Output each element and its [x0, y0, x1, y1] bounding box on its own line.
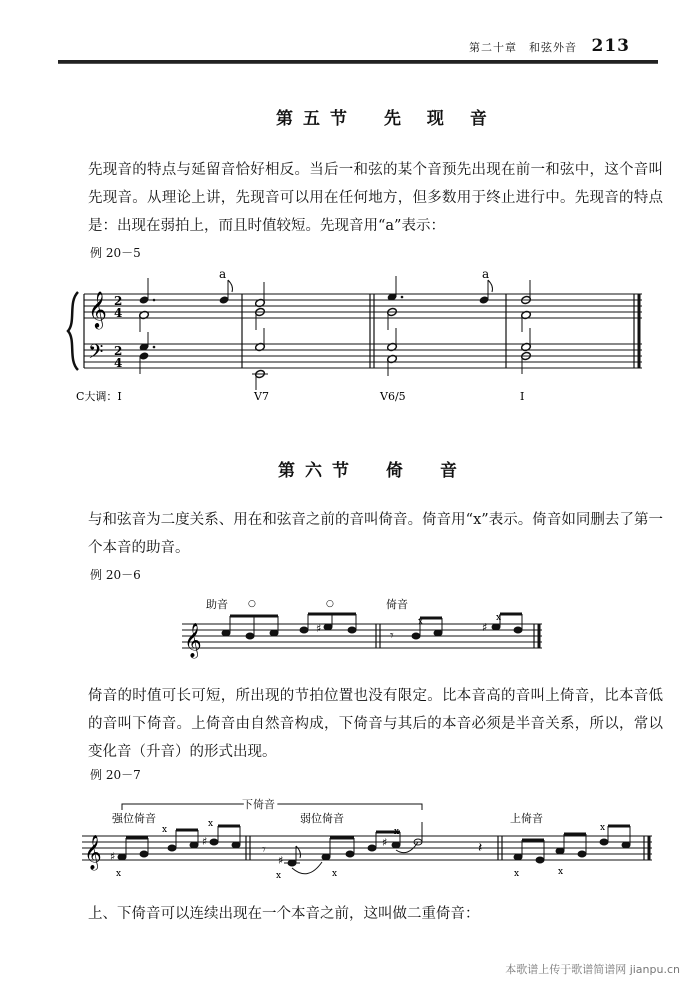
anticipation-mark: a: [482, 267, 490, 281]
appoggiatura-mark: x: [208, 819, 214, 829]
bass-staff: [84, 344, 642, 368]
strong-appoggiatura-label: 强位倚音: [112, 812, 156, 825]
section6-paragraph-3: 上、下倚音可以连续出现在一个本音之前，这叫做二重倚音：: [88, 906, 480, 922]
auxiliary-label: 助音: [206, 598, 228, 611]
sharp-icon: ♯: [316, 622, 322, 635]
auxiliary-notes: [222, 614, 356, 639]
appoggiatura-label: 倚音: [386, 598, 408, 611]
svg-text:𝄽: 𝄽: [478, 840, 483, 856]
running-header: [469, 36, 630, 56]
sharp-icon: ♯: [482, 621, 488, 634]
svg-text:𝄾: 𝄾: [262, 842, 266, 858]
time-sig-bottom: 4: [114, 306, 123, 320]
aux-mark: ○: [248, 599, 256, 609]
section6-paragraph-2: 倚音的时值可长可短，所出现的节拍位置也没有限定。比本音高的音叫上倚音，比本音低的音叫下倚音。上倚音由自然音构成，下倚音与其后的本音必须是半音关系，所以，常以变化音（升音）的形式出现。: [88, 688, 663, 760]
header-rule: [58, 60, 658, 64]
chord-label-v65: V6/5: [380, 390, 406, 403]
example-20-5-score: [64, 262, 654, 412]
measure-3-notes: [387, 276, 493, 376]
anticipation-mark: a: [219, 267, 227, 281]
treble-staff: [84, 294, 642, 318]
sharp-icon: ♯: [278, 854, 284, 867]
appoggiatura-mark: x: [514, 869, 520, 879]
time-sig-bottom-bass: 4: [114, 356, 123, 370]
lower-appoggiatura-label: 下倚音: [242, 798, 275, 811]
section6-paragraph-1: 与和弦音为二度关系、用在和弦音之前的音叫倚音。倚音用“x”表示。倚音如同删去了第一个本音的助音。: [88, 512, 663, 556]
time-sig-top: 2: [114, 294, 123, 308]
treble-clef-icon: 𝄞: [88, 290, 107, 328]
key-label: C大调：I: [76, 390, 122, 403]
appoggiatura-mark: x: [162, 825, 168, 835]
sharp-icon: ♯: [202, 835, 208, 848]
appoggiatura-mark: x: [276, 871, 282, 881]
staff-20-6: [182, 624, 542, 648]
chapter-title: 第二十章 和弦外音: [469, 41, 577, 54]
treble-clef-icon: 𝄞: [84, 835, 102, 870]
barlines: [242, 294, 639, 368]
example-20-6-score: [176, 594, 546, 664]
example-20-5-label: 例 20－5: [90, 246, 141, 260]
appoggiatura-mark: x: [558, 867, 564, 877]
appoggiatura-notes: [390, 614, 522, 644]
svg-text:𝄾: 𝄾: [390, 628, 394, 644]
sharp-icon: ♯: [382, 836, 388, 849]
appoggiatura-mark: x: [394, 827, 400, 837]
brace: [68, 292, 78, 370]
chord-label-v7: V7: [254, 390, 269, 403]
section6-title: 第六节 倚 音: [278, 461, 467, 481]
bass-clef-icon: 𝄢: [88, 340, 104, 368]
aux-mark: ○: [326, 599, 334, 609]
example-20-6-label: 例 20－6: [90, 568, 141, 582]
appoggiatura-mark: x: [332, 869, 338, 879]
time-sig-top-bass: 2: [114, 344, 123, 358]
treble-clef-icon: 𝄞: [184, 623, 202, 658]
strong-appoggiatura-notes: [118, 826, 240, 860]
measure-1-notes: [139, 278, 233, 374]
measure-2-notes: [252, 282, 268, 390]
appoggiatura-mark: x: [418, 617, 424, 627]
example-20-7-score: [78, 792, 658, 892]
sharp-icon: ♯: [110, 850, 116, 863]
appoggiatura-mark: x: [116, 869, 122, 879]
appoggiatura-mark: x: [496, 613, 502, 623]
upper-appoggiatura-label: 上倚音: [510, 812, 543, 825]
chord-label-i: I: [520, 390, 525, 403]
page-number: 213: [591, 36, 630, 56]
example-20-7-label: 例 20－7: [90, 768, 141, 782]
section5-paragraph: 先现音的特点与延留音恰好相反。当后一和弦的某个音预先出现在前一和弦中，这个音叫先现音。从理论上讲，先现音可以用在任何地方，但多数用于终止进行中。先现音的特点是：出现在弱拍上，而且时值较短。先现音用“a”表示：: [88, 162, 663, 234]
section5-title: 第五节 先 现 音: [276, 109, 497, 129]
appoggiatura-mark: x: [600, 823, 606, 833]
weak-appoggiatura-label: 弱位倚音: [300, 812, 344, 825]
watermark: 本歌谱上传于歌谱简谱网 jianpu.cn: [505, 963, 680, 976]
upper-appoggiatura-notes: [514, 826, 630, 863]
